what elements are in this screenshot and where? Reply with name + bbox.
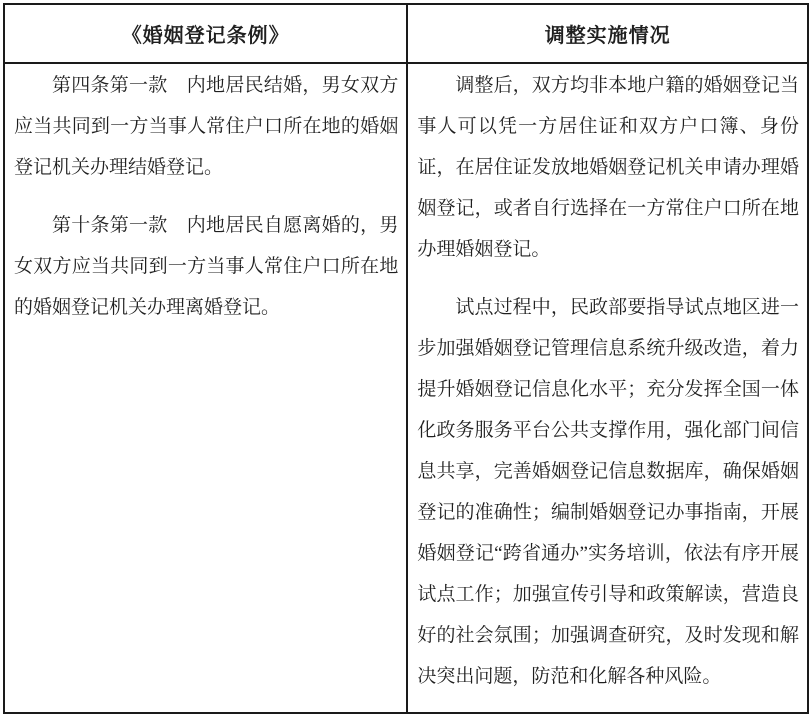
regulations-cell	[5, 64, 408, 712]
regulations-paragraph-article10: 第十条第一款 内地居民自愿离婚的，男女双方应当共同到一方当事人常住户口所在地的婚姻登记机关办理离婚登记。	[14, 215, 399, 318]
implementation-paragraph-pilot: 试点过程中，民政部要指导试点地区进一步加强婚姻登记管理信息系统升级改造，着力提升婚姻登记信息化水平；充分发挥全国一体化政务服务平台公共支撑作用，强化部门间信息共享，完善婚姻登记信息数据库，确保婚姻登记的准确性；编制婚姻登记办事指南，开展婚姻登记“跨省通办”实务培训，依法有序开展试点工作；加强宣传引导和政策解读，营造良好的社会氛围；加强调查研究，及时发现和解决突出问题，防范和化解各种风险。	[417, 297, 799, 687]
comparison-table	[3, 3, 809, 714]
implementation-paragraph-adjustment: 调整后，双方均非本地户籍的婚姻登记当事人可以凭一方居住证和双方户口簿、身份证，在居住证发放地婚姻登记机关申请办理婚姻登记，或者自行选择在一方常住户口所在地办理婚姻登记。	[417, 75, 799, 260]
table-body-row	[5, 64, 807, 712]
header-implementation: 调整实施情况	[544, 25, 671, 47]
regulations-paragraph-article4: 第四条第一款 内地居民结婚，男女双方应当共同到一方当事人常住户口所在地的婚姻登记机关办理结婚登记。	[14, 75, 399, 178]
table-header-row	[5, 5, 807, 64]
header-regulations: 《婚姻登记条例》	[5, 5, 408, 62]
implementation-cell	[408, 64, 807, 712]
